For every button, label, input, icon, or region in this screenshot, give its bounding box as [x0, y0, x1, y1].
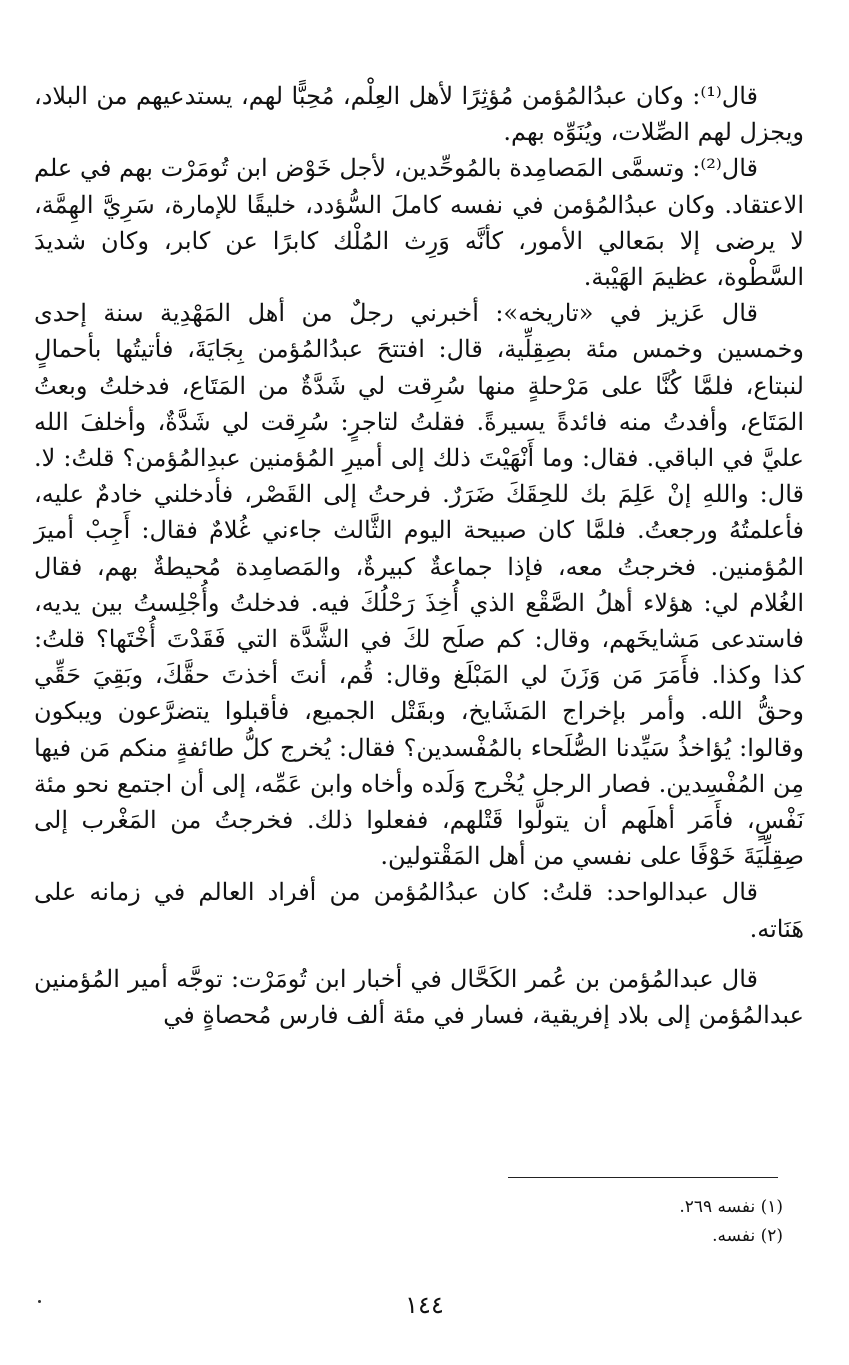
- page-number: ١٤٤: [405, 1291, 444, 1319]
- footnote-divider: [508, 1177, 778, 1178]
- footnote-2: (٢) نفسه.: [712, 1226, 783, 1246]
- paragraph-2: قال⁽²⁾: وتسمَّى المَصامِدة بالمُوحِّدين، لأجل خَوْض ابن تُومَرْت بهم في علم الاعتقاد. وكان عبدُالمُؤمن في نفسه كاملَ السُّؤدد، خليقًا للإمارة، سَرِيَّ الهِمَّة، لا يرضى إلا بمَعالي الأمور، كأنَّه وَرِث المُلْك كابرًا عن كابر، وكان شديدَ السَّطْوة، عظيمَ الهَيْبة.: [34, 154, 805, 292]
- main-text: [34, 78, 804, 1033]
- paragraph-5: قال عبدالمُؤمن بن عُمر الكَحَّال في أخبار ابن تُومَرْت: توجَّه أمير المُؤمنين عبدالمُؤمن إلى بلاد إفريقية، فسار في مئة ألف فارس مُحصاةٍ في: [34, 964, 804, 1030]
- paragraph-1: قال⁽¹⁾: وكان عبدُالمُؤمن مُؤثِرًا لأهل العِلْم، مُحِبًّا لهم، يستدعيهم من البلاد، ويجزل لهم الصِّلات، ويُنَوِّه بهم.: [34, 82, 804, 147]
- paragraph-4: قال عبدالواحد: قلتُ: كان عبدُالمُؤمن من أفراد العالم في زمانه على هَنَاته.: [34, 878, 804, 943]
- scan-speck: [38, 1300, 41, 1303]
- footnote-1: (١) نفسه ٢٦٩.: [679, 1197, 783, 1217]
- footnotes: [383, 1193, 783, 1251]
- paragraph-3: قال عَزيز في «تاريخه»: أخبرني رجلٌ من أهل المَهْدِية سنة إحدى وخمسين وخمس مئة بصِقِلِّية، قال: افتتحَ عبدُالمُؤمن بِجَايَةَ، فأتيتُها بأحمالٍ لنبتاع، فلمَّا كُنَّا على مَرْحلةٍ منها سُرِقت لي شَدَّةٌ من المَتَاع، فدخلتُ وبعتُ المَتَاع، وأفدتُ منه فائدةً يسيرةً. فقلتُ لتاجرٍ: سُرِقت لي شَدَّةٌ، وأخلفَ الله عليَّ في الباقي. فقال: وما أَنْهَيْتَ ذلك إلى أميرِ المُؤمنين عبدِالمُؤمن؟ قلتُ: لا. قال: واللهِ إنْ عَلِمَ بك للحِقَكَ ضَرَرٌ. فرحتُ إلى القَصْر، فأدخلني خادمٌ عليه، فأعلمتُهُ ورجعتُ. فلمَّا كان صبيحة اليوم الثَّالث جاءني غُلامٌ فقال: أَجِبْ أميرَ المُؤمنين. فخرجتُ معه، فإذا جماعةٌ كبيرةٌ، والمَصامِدة مُحيطةٌ بهم، فقال الغُلام لي: هؤلاء أهلُ الصَّقْع الذي أُخِذَ رَحْلُكَ فيه. فدخلتُ وأُجْلِستُ بين يديه، فاستدعى مَشايخَهم، وقال: كم صلَح لكَ في الشَّدَّة التي فَقَدْتَ أُخْتَها؟ قلتُ: كذا وكذا. فأَمَرَ مَن وَزَنَ لي المَبْلَغ وقال: قُم، أنتَ أخذتَ حقَّكَ، وبَقِيَ حَقِّي وحقُّ الله. وأمر بإخراج المَشَايخ، وبقَتْل الجميع، فأقبلوا يتضرَّعون ويبكون وقالوا: يُؤاخذُ سَيِّدنا الصُّلَحاء بالمُفْسدين؟ فقال: يُخرج كلُّ طائفةٍ منكم مَن فيها مِن المُفْسِدين. فصار الرجل يُخْرج وَلَده وأخاه وابن عَمِّه، إلى أن اجتمع نحو مئة نَفْسٍ، فأَمَر أهلَهم أن يتولَّوا قَتْلهم، ففعلوا ذلك. فخرجتُ من المَغْرب إلى صِقِلِّيَةَ خَوْفًا على نفسي من أهل المَقْتولين.: [34, 299, 805, 871]
